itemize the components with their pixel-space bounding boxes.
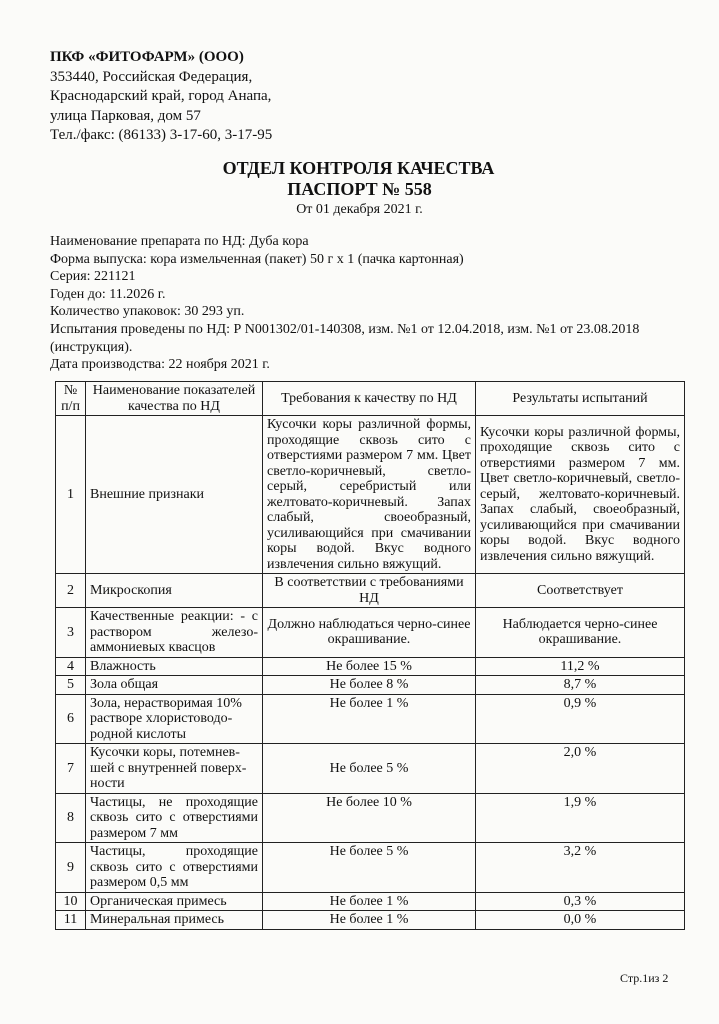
row-indicator: Зола общая <box>86 676 263 695</box>
row-number: 6 <box>56 694 86 744</box>
row-requirement: Не более 1 % <box>263 892 476 911</box>
row-result: 0,9 % <box>476 694 685 744</box>
row-indicator: Микроскопия <box>86 574 263 608</box>
header-indicator: Наименование показателей качества по НД <box>86 382 263 416</box>
row-result: 0,3 % <box>476 892 685 911</box>
table-row <box>56 843 685 893</box>
row-requirement: Кусочки коры различной формы, проходящие сквозь сито с отверстиями размером 7 мм. Цвет светло-коричневый, светло-серый, серебристый или желтовато-коричневый. Запах слабый, своеобразный, усиливающийся при смачивании коры водой. Вкус водного извлечения сильно вяжущий. <box>263 416 476 574</box>
row-number: 2 <box>56 574 86 608</box>
row-requirement: Не более 8 % <box>263 676 476 695</box>
passport-number: ПАСПОРТ № 558 <box>287 179 432 199</box>
company-address-line: улица Парковая, дом 57 <box>50 107 201 124</box>
row-requirement: Не более 1 % <box>263 911 476 930</box>
product-name: Наименование препарата по НД: Дуба кора <box>50 234 309 249</box>
table-row <box>56 892 685 911</box>
row-result: 2,0 % <box>476 744 685 794</box>
row-number: 11 <box>56 911 86 930</box>
production-date: Дата производства: 22 ноября 2021 г. <box>50 357 270 373</box>
row-number: 5 <box>56 676 86 695</box>
row-result: 3,2 % <box>476 843 685 893</box>
product-valid-until: Годен до: 11.2026 г. <box>50 286 166 302</box>
page-number: Стр.1из 2 <box>620 971 669 985</box>
row-indicator: Минеральная примесь <box>86 911 263 930</box>
row-requirement: Не более 10 % <box>263 793 476 843</box>
row-indicator: Органическая примесь <box>86 892 263 911</box>
row-requirement: Не более 5 % <box>263 744 476 794</box>
passport-date: От 01 декабря 2021 г. <box>296 202 423 217</box>
department-title: ОТДЕЛ КОНТРОЛЯ КАЧЕСТВА <box>222 158 495 178</box>
row-requirement: Должно наблюдаться черно-синее окрашивание. <box>263 608 476 658</box>
row-result: 11,2 % <box>476 657 685 676</box>
row-indicator: Частицы, проходящие сквозь сито с отверстиями размером 0,5 мм <box>86 843 263 893</box>
company-phone: Тел./факс: (86133) 3-17-60, 3-17-95 <box>50 127 273 143</box>
table-header-row <box>56 382 685 416</box>
document-title <box>0 158 719 218</box>
row-result: Кусочки коры различной формы, проходящие сквозь сито с отверстиями размером 7 мм. Цвет светло-коричневый, светло-серый, желтовато-коричневый. Запах слабый, своеобразный, усиливающийся при смачивании коры водой. Вкус водного извлечения сильно вяжущий. <box>476 416 685 574</box>
row-result: Наблюдается черно-синее окрашивание. <box>476 608 685 658</box>
company-address-line: Краснодарский край, город Анапа, <box>50 88 272 104</box>
table-row <box>56 574 685 608</box>
table-row <box>56 657 685 676</box>
row-indicator: Кусочки коры, потемнев-шей с внутренней поверх-ности <box>86 744 263 794</box>
row-indicator: Качественные реакции: - с раствором железо-аммониевых квасцов <box>86 608 263 658</box>
row-result: 1,9 % <box>476 793 685 843</box>
row-number: 4 <box>56 657 86 676</box>
row-requirement: Не более 1 % <box>263 694 476 744</box>
row-result: 8,7 % <box>476 676 685 695</box>
header-result: Результаты испытаний <box>476 382 685 416</box>
header-number: № п/п <box>56 382 86 416</box>
table-row <box>56 694 685 744</box>
product-series: Серия: 221121 <box>50 269 136 285</box>
tests-standard-note: (инструкция). <box>50 339 133 355</box>
row-result: 0,0 % <box>476 911 685 930</box>
row-number: 8 <box>56 793 86 843</box>
company-block <box>50 48 272 146</box>
product-quantity: Количество упаковок: 30 293 уп. <box>50 304 245 320</box>
row-indicator: Частицы, не проходящие сквозь сито с отверстиями размером 7 мм <box>86 793 263 843</box>
table-row <box>56 676 685 695</box>
table-row <box>56 416 685 574</box>
company-name: ПКФ «ФИТОФАРМ» (ООО) <box>50 49 244 65</box>
row-number: 10 <box>56 892 86 911</box>
row-number: 1 <box>56 416 86 574</box>
header-requirement: Требования к качеству по НД <box>263 382 476 416</box>
row-result: Соответствует <box>476 574 685 608</box>
row-indicator: Внешние признаки <box>86 416 263 574</box>
table-row <box>56 911 685 930</box>
row-number: 3 <box>56 608 86 658</box>
table-row <box>56 793 685 843</box>
company-address-line: 353440, Российская Федерация, <box>50 68 253 85</box>
row-number: 9 <box>56 843 86 893</box>
table-row <box>56 744 685 794</box>
row-indicator: Влажность <box>86 657 263 676</box>
product-form: Форма выпуска: кора измельченная (пакет) 50 г х 1 (пачка картонная) <box>50 251 464 267</box>
row-indicator: Зола, нерастворимая 10% растворе хлористоводо-родной кислоты <box>86 694 263 744</box>
row-requirement: В соответствии с требованиями НД <box>263 574 476 608</box>
table-row <box>56 608 685 658</box>
tests-standard: Испытания проведены по НД: Р N001302/01-140308, изм. №1 от 12.04.2018, изм. №1 от 23.08.2018 <box>50 321 640 337</box>
row-requirement: Не более 5 % <box>263 843 476 893</box>
row-number: 7 <box>56 744 86 794</box>
quality-table <box>55 381 685 930</box>
product-info <box>50 233 680 374</box>
row-requirement: Не более 15 % <box>263 657 476 676</box>
